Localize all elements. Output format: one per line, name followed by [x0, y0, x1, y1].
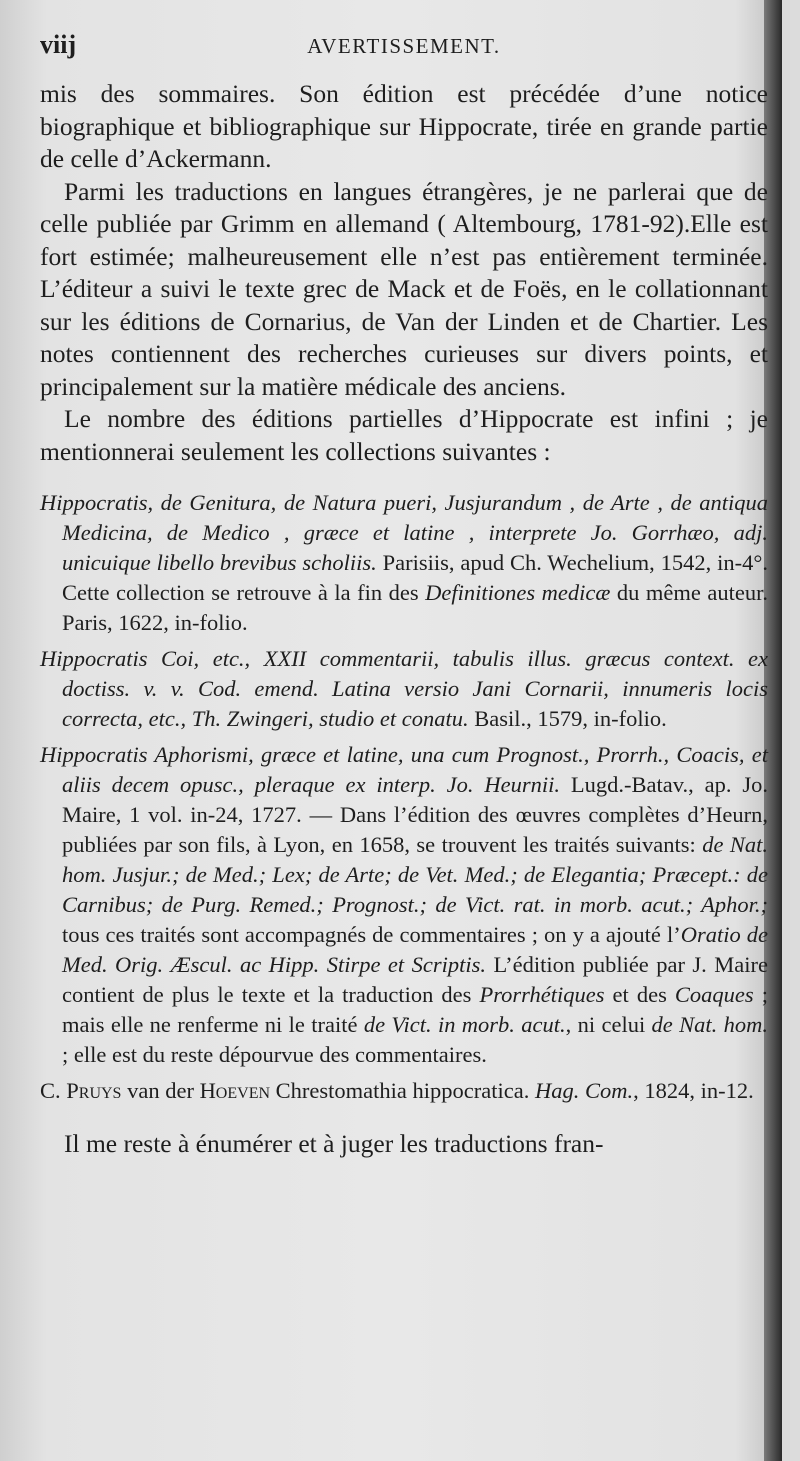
bib-entry-3-treatise-list: de Nat. hom. Jusjur.; de Med.; Lex; de Arte; de Vet. Med.; de Elegantia; Præcept.: de Carnibus; de Purg. Remed.; Prognost.; de Vict. rat. in morb. acut.; Aphor.; — [62, 832, 769, 917]
paragraph-2: Parmi les traductions en langues étrangères, je ne parlerai que de celle publiée par Grimm en allemand ( Altembourg, 1781-92).Elle est fort estimée; malheureusement elle n’est pas entièrement terminée. L’éditeur a suivi le texte grec de Mack et de Foës, en le collationnant sur les éditions de Cornarius, de Van der Linden et de Chartier. Les notes contiennent des recherches curieuses sur divers points, et principalement sur la matière médicale des anciens. — [40, 176, 768, 401]
bib-entry-3-title: Hippocratis Aphorismi, græce et latine, una cum Prognost., Prorrh., Coacis, et aliis decem opusc., pleraque ex interp. Jo. Heurnii. — [40, 742, 768, 797]
closing-paragraph: Il me reste à énumérer et à juger les traductions fran- — [64, 1129, 604, 1158]
bib-entry-3-vict: de Vict. in morb. acut. — [363, 1012, 566, 1037]
bib-entry-4-place: Hag. Com. — [534, 1078, 634, 1103]
bib-entry-3-text-e: ; mais elle ne renferme ni le traité — [62, 982, 768, 1037]
bib-entry-4-author-first: Pruys — [66, 1078, 122, 1103]
bib-entry-2-title: Hippocratis Coi, etc., XXII commentarii, tabulis illus. græcus context. ex doctiss. v. v. Cod. emend. Latina versio Jani Cornarii, innumeris locis correcta, etc., Th. Zwingeri, studio et conatu. — [40, 646, 768, 731]
bib-entry-3-text-c: L’édition publiée par J. Maire contient de plus le texte et la traduction des — [62, 952, 768, 1007]
page-body — [40, 78, 768, 1186]
bib-entry-3-text-a: Lugd.-Batav., ap. Jo. Maire, 1 vol. in-24, 1727. — Dans l’édition des œuvres complètes d’Heurn, publiées par son fils, à Lyon, en 1658, se trouvent les traités suivants: — [62, 772, 769, 857]
running-title: AVERTISSEMENT. — [307, 34, 501, 58]
bib-entry-3 — [40, 740, 768, 1070]
bib-entry-4-rest: , 1824, in-12. — [633, 1078, 754, 1103]
bib-entry-3-coaques: Coaques — [674, 982, 754, 1007]
bib-entry-1-title: Hippocratis, de Genitura, de Natura pueri, Jusjurandum , de Arte , de antiqua Medicina, de Medico , græce et latine , interprete Jo. Gorrhæo, adj. unicuique libello brevibus scholiis. — [40, 490, 768, 575]
bib-entry-1-imprint: Parisiis, apud Ch. Wechelium, 1542, in-4°. Cette collection se retrouve à la fin des — [62, 550, 768, 605]
bib-entry-4 — [40, 1076, 768, 1106]
bib-entry-3-text-f: , ni celui — [565, 1012, 652, 1037]
paragraph-1: mis des sommaires. Son édition est précédée d’une notice biographique et bibliographique sur Hippocrate, tirée en grande partie de celle d’Ackermann. — [40, 79, 768, 173]
bib-entry-1-rest: du même auteur. Paris, 1622, in-folio. — [62, 580, 769, 635]
bib-entry-4-work: Chrestomathia hippocratica. — [270, 1078, 535, 1103]
bib-entry-3-nat: de Nat. hom. — [651, 1012, 768, 1037]
page-header — [40, 30, 768, 60]
main-text — [40, 78, 768, 468]
bib-entry-3-text-g: ; elle est du reste dépourvue des commentaires. — [62, 1042, 487, 1067]
bib-entry-1 — [40, 488, 768, 638]
bib-entry-4-initial: C. — [40, 1078, 67, 1103]
bib-entry-3-prorrhetiques: Prorrhétiques — [479, 982, 605, 1007]
page-number: viij — [40, 30, 77, 59]
bib-entry-4-author-last: Hoeven — [199, 1078, 271, 1103]
bib-entry-3-text-b: tous ces traités sont accompagnés de commentaires ; on y a ajouté l’ — [62, 922, 681, 947]
bib-entry-3-oratio: Oratio de Med. Orig. Æscul. ac Hipp. Stirpe et Scriptis. — [62, 922, 769, 977]
bib-entry-2-imprint: Basil., 1579, in-folio. — [468, 706, 667, 731]
bib-entry-3-text-d: et des — [604, 982, 675, 1007]
bib-entry-2 — [40, 644, 768, 734]
bib-entry-1-work: Definitiones medicæ — [425, 580, 611, 605]
paragraph-3: Le nombre des éditions partielles d’Hippocrate est infini ; je mentionnerai seulement les collections suivantes : — [40, 404, 768, 466]
bibliography — [40, 488, 768, 1106]
bib-entry-4-author-mid: van der — [121, 1078, 200, 1103]
